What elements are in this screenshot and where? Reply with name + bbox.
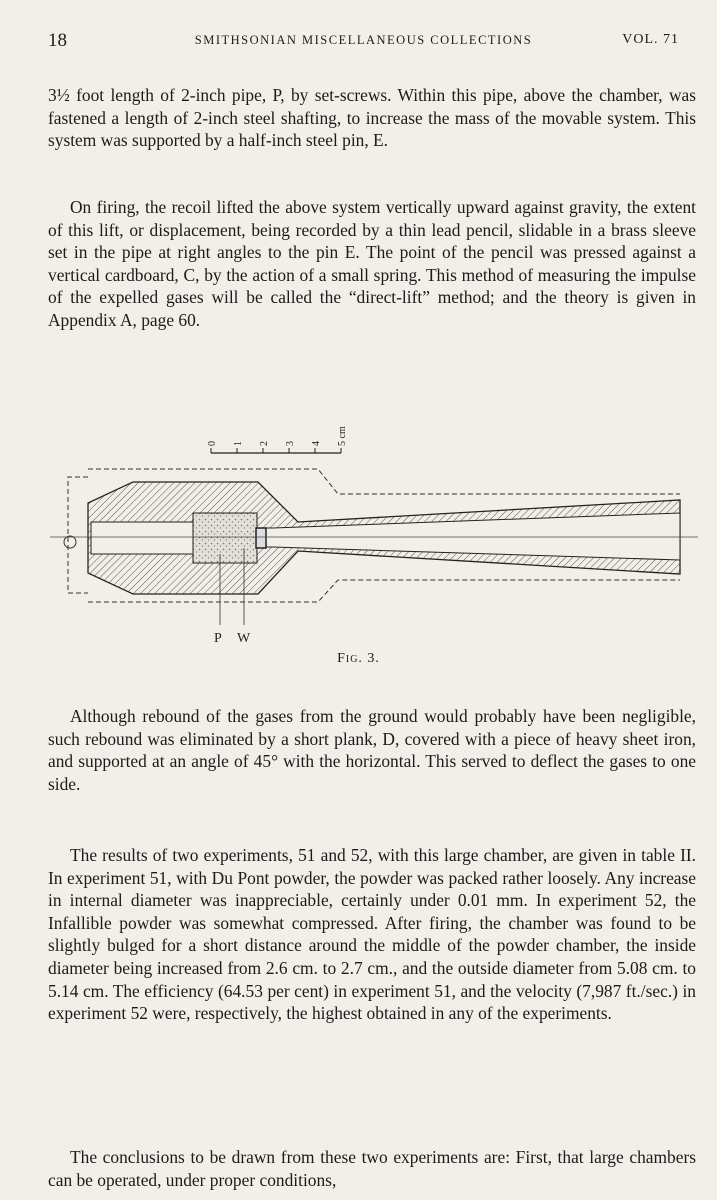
label-w: W (237, 631, 251, 646)
label-p: P (214, 631, 222, 646)
paragraph-2: On firing, the recoil lifted the above system vertically upward against gravity, the extent of this lift, or displacement, being recorded by a thin lead pencil, slidable in a brass sleeve set in the pipe at right angles to the pin E. The point of the pencil was pressed against a vertical cardboard, C, by the action of a small spring. This method of measuring the impulse of the expelled gases will be called the “direct-lift” method; and the theory is given in Appendix A, page 60. (48, 197, 696, 330)
paragraph-5: The conclusions to be drawn from these two experiments are: First, that large chambers can be operated, under proper conditions, (48, 1147, 696, 1190)
figure-3-diagram (48, 410, 698, 660)
scale-tick-2: 2 (259, 441, 270, 446)
combustion-chamber-nozzle-drawing (48, 410, 698, 660)
running-header (48, 30, 679, 60)
scale-tick-5: 5 cm (337, 426, 348, 446)
breech-cavity (91, 522, 193, 554)
page-number: 18 (48, 30, 67, 51)
paragraph-4: The results of two experiments, 51 and 52, with this large chamber, are given in table II. In experiment 51, with Du Pont powder, the powder was packed rather loosely. Any increase in internal diameter was inappreciable, certainly under 0.01 mm. In experiment 52, the Infallible powder was somewhat compressed. After firing, the chamber was found to be slightly bulged for a short distance around the middle of the powder chamber, the inside diameter being increased from 2.6 cm. to 2.7 cm., and the outside diameter from 5.08 cm. to 5.14 cm. The efficiency (64.53 per cent) in experiment 51, and the velocity (7,987 ft./sec.) in experiment 52 were, respectively, the highest obtained in any of the experiments. (48, 845, 696, 1024)
paragraph-3: Although rebound of the gases from the ground would probably have been negligible, such rebound was eliminated by a short plank, D, covered with a piece of heavy sheet iron, and supported at an angle of 45° with the horizontal. This served to deflect the gases to one side. (48, 706, 696, 794)
wad (256, 528, 266, 548)
powder-chamber (193, 513, 257, 563)
volume-label: VOL. 71 (622, 32, 679, 47)
figure-caption-text: Fig. 3. (337, 651, 380, 666)
pin-circle (64, 536, 76, 548)
scale-bar (207, 426, 348, 453)
scale-tick-3: 3 (285, 441, 296, 446)
scale-tick-0: 0 (207, 441, 218, 446)
paragraph-1: 3½ foot length of 2-inch pipe, P, by set-screws. Within this pipe, above the chamber, was fastened a length of 2-inch steel shafting, to increase the mass of the movable system. This system was supported by a half-inch steel pin, E. (48, 85, 696, 151)
running-title: SMITHSONIAN MISCELLANEOUS COLLECTIONS (194, 33, 533, 47)
scale-tick-4: 4 (311, 441, 322, 446)
figure-caption (0, 650, 717, 667)
scale-tick-1: 1 (233, 441, 244, 446)
